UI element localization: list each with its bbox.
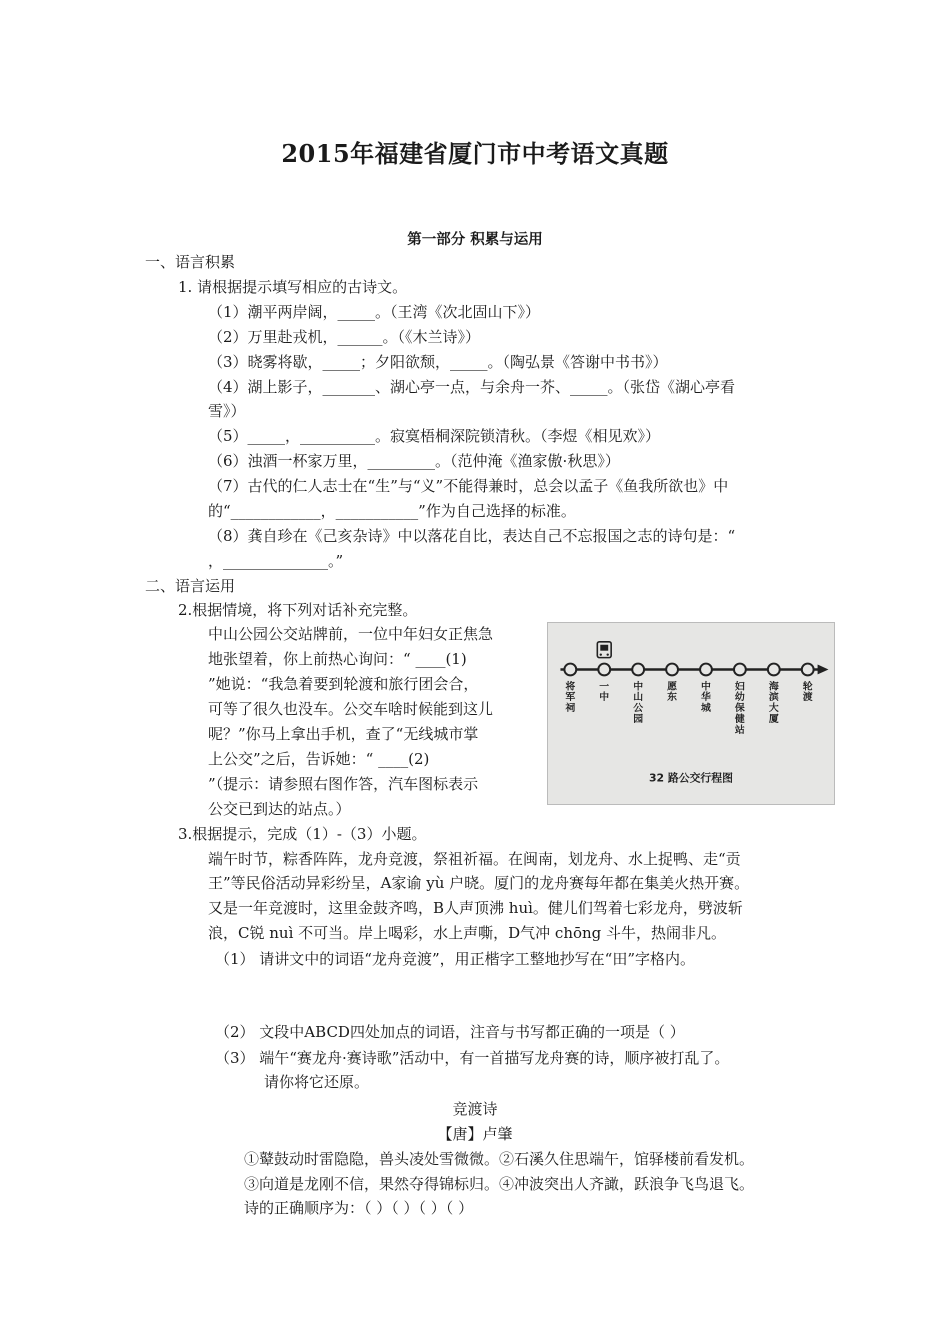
bus-stop-marker (700, 664, 712, 676)
q2-paragraph-line: ”（提示：请参照右图作答，汽车图标表示 (208, 775, 479, 793)
bus-stop-label: 中山公园 (633, 681, 644, 725)
q2-paragraph-line: ”她说：“我急着要到轮渡和旅行团会合， (208, 675, 479, 693)
poem-line: ③向道是龙刚不信，果然夺得锦标归。④冲波突出人齐譀，跃浪争飞鸟退飞。 (244, 1175, 755, 1193)
q3-subquestion-2: （2） 文段中ABCD四处加点的词语，注音与书写都正确的一项是（ ） (215, 1023, 685, 1041)
bus-route-diagram (548, 623, 834, 804)
answer-order-prompt: 诗的正确顺序为：（ ）（ ）（ ）（ ） (244, 1199, 474, 1217)
q2-paragraph-line: 地张望着，你上前热心询问：“ ____(1) (208, 650, 467, 668)
q1-item: （2）万里赴戎机，______。（《木兰诗》） (208, 328, 481, 346)
section-heading-accumulation: 一、语言积累 (145, 253, 236, 271)
bus-stop-marker (768, 664, 780, 676)
q1-item: （8）龚自珍在《己亥杂诗》中以落花自比，表达自己不忘报国之志的诗句是：“ (208, 527, 736, 545)
q2-paragraph-line: 呢？”你马上拿出手机，查了“无线城市掌 (208, 725, 479, 743)
q2-paragraph-line: 可等了很久也没车。公交车啥时候能到这儿 (208, 700, 494, 718)
stops-layer (564, 664, 813, 736)
q2-paragraph-line: 公交已到达的站点。） (208, 800, 351, 818)
page-title: 2015年福建省厦门市中考语文真题 (281, 139, 669, 168)
poem-line: ①鼙鼓动时雷隐隐，兽头凌处雪微微。②石溪久住思端午，馆驿楼前看发机。 (244, 1150, 755, 1168)
bus-stop-label: 一中 (599, 681, 610, 704)
bus-stop-label: 妇幼保健站 (734, 681, 745, 736)
bus-stop-label: 将军祠 (565, 681, 576, 715)
route-arrow-icon (818, 665, 829, 675)
q3-subquestion-3-continued: 请你将它还原。 (264, 1073, 370, 1091)
bus-stop-marker (802, 664, 814, 676)
bus-stop-marker (632, 664, 644, 676)
q1-item-continued: 的“____________，___________”作为自己选择的标准。 (208, 502, 576, 520)
q1-item: （7）古代的仁人志士在“生”与“义”不能得兼时，总会以孟子《鱼我所欲也》中 (208, 477, 729, 495)
route-caption: 32 路公交行程图 (648, 771, 734, 785)
section-heading-usage: 二、语言运用 (145, 577, 236, 595)
bus-stop-label: 海滨大厦 (768, 681, 779, 725)
q3-paragraph-line: 又是一年竞渡时，这里金鼓齐鸣，B人声顶沸 huì。健儿们驾着七彩龙舟，劈波斩 (208, 899, 743, 917)
question-3-prompt: 3.根据提示，完成（1）-（3）小题。 (178, 825, 427, 843)
q1-item: （6）浊酒一杯家万里，_________。（范仲淹《渔家傲·秋思》） (208, 452, 620, 470)
question-1-prompt: 1. 请根据提示填写相应的古诗文。 (178, 278, 408, 296)
bus-stop-marker (666, 664, 678, 676)
question-2-prompt: 2.根据情境，将下列对话补充完整。 (178, 601, 418, 619)
q1-item: （3）晓雾将歇，_____；夕阳欲颓，_____。（陶弘景《答谢中书书》） (208, 353, 668, 371)
q1-item-continued: 雪》） (208, 402, 246, 420)
q2-paragraph-line: 中山公园公交站牌前，一位中年妇女正焦急 (208, 625, 494, 643)
poem-author: 【唐】卢肇 (437, 1125, 513, 1143)
q1-item: （4）湖上影子，_______、湖心亭一点，与余舟一芥、_____。（张岱《湖心亭看 (208, 378, 736, 396)
poem-title: 竞渡诗 (452, 1100, 498, 1118)
q3-paragraph-line: 浪，C锐 nuì 不可当。岸上喝彩，水上声嘶，D气冲 chōng 斗牛，热闹非凡。 (208, 924, 727, 942)
q1-item-continued: ，______________。” (208, 552, 344, 570)
bus-stop-marker (734, 664, 746, 676)
bus-stop-label: 中华城 (701, 681, 711, 715)
q3-paragraph-line: 王”等民俗活动异彩纷呈，A家谕 yù 户晓。厦门的龙舟赛每年都在集美火热开赛。 (208, 874, 750, 892)
q3-paragraph-line: 端午时节，粽香阵阵，龙舟竞渡，祭祖祈福。在闽南，划龙舟、水上捉鸭、走“贡 (208, 850, 741, 868)
q1-item: （5）_____，__________。寂寞梧桐深院锁清秋。（李煜《相见欢》） (208, 427, 661, 445)
q3-subquestion-1: （1） 请讲文中的词语“龙舟竞渡”，用正楷字工整地抄写在“田”字格内。 (215, 950, 695, 968)
bus-stop-marker (598, 664, 610, 676)
q1-item: （1）潮平两岸阔，_____。（王湾《次北固山下》） (208, 303, 541, 321)
q3-subquestion-3: （3） 端午“赛龙舟·赛诗歌”活动中，有一首描写龙舟赛的诗，顺序被打乱了。 (215, 1049, 730, 1067)
bus-icon (597, 642, 611, 658)
q2-paragraph-line: 上公交”之后，告诉她：“ ____(2) (208, 750, 430, 768)
bus-stop-label: 轮渡 (802, 681, 813, 704)
bus-route-figure (547, 622, 835, 805)
bus-stop-label: 愿东 (667, 681, 678, 704)
part-title: 第一部分 积累与运用 (407, 231, 543, 248)
bus-stop-marker (564, 664, 576, 676)
